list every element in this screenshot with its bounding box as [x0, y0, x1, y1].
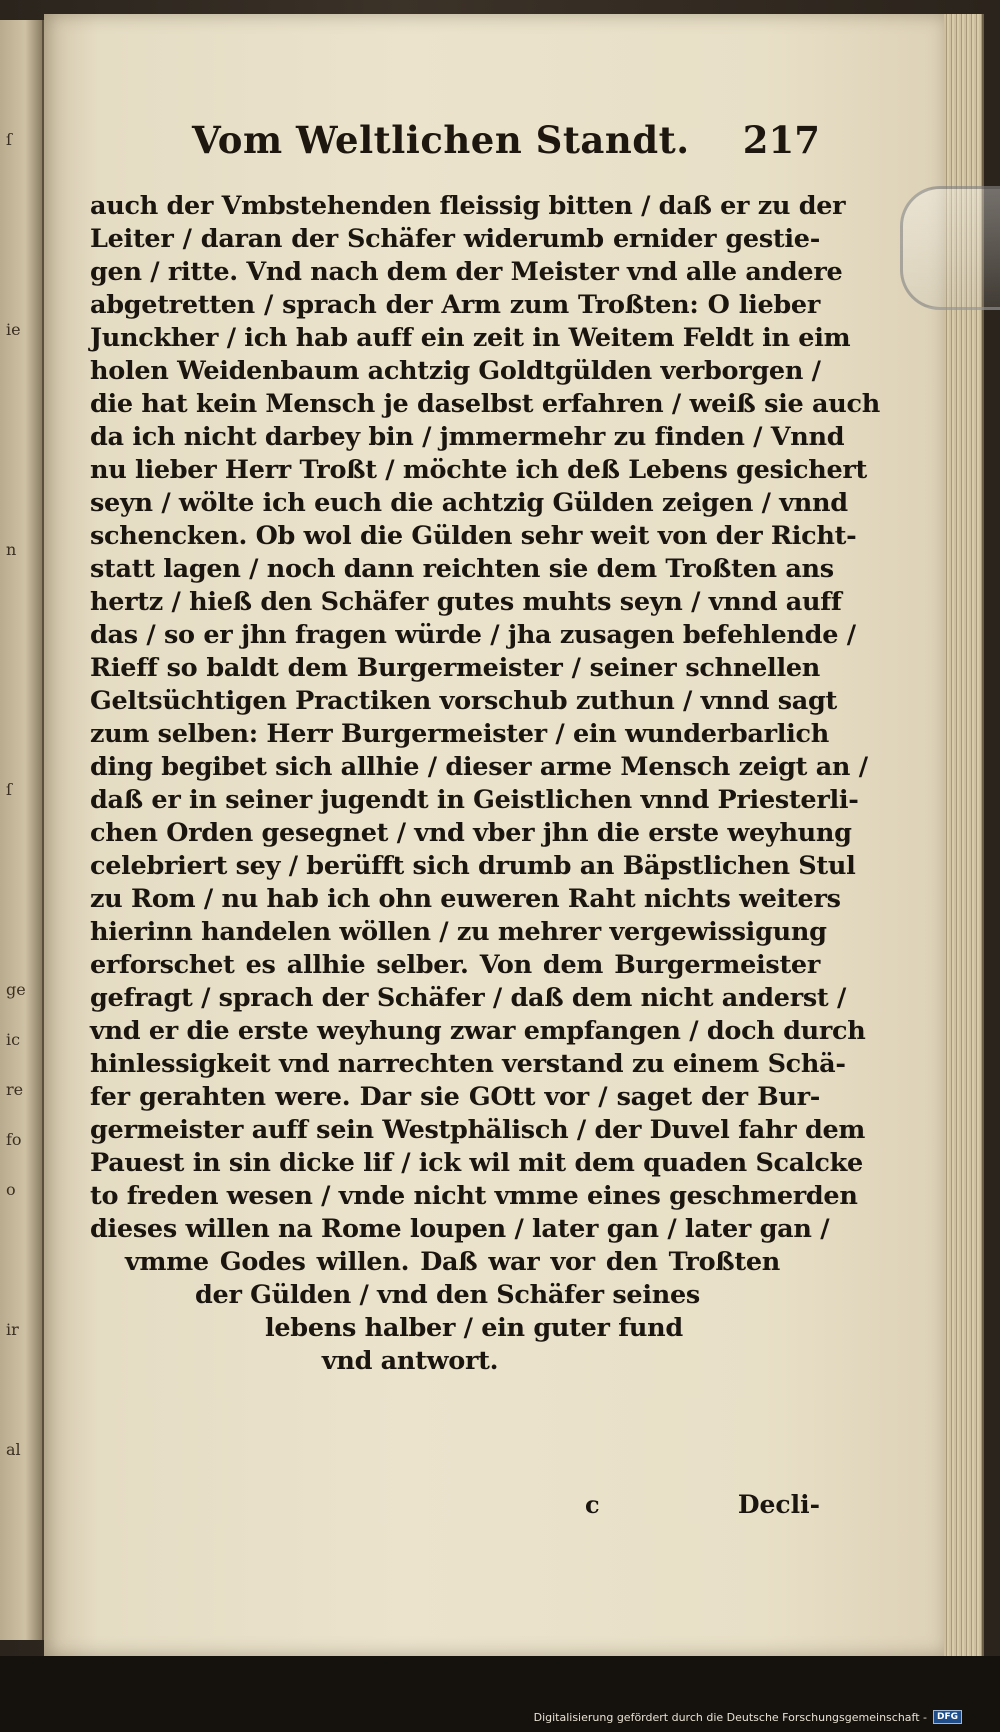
text-line: Pauest in sin dicke lif / ick wil mit dem quaden Scalcke [90, 1148, 863, 1178]
left-fragment: n [6, 540, 17, 559]
text-line: to freden wesen / vnde nicht vmme eines geschmerden [90, 1181, 858, 1211]
text-line: Junckher / ich hab auff ein zeit in Weitem Feldt in eim [90, 323, 851, 353]
text-line: seyn / wölte ich euch die achtzig Gülden zeigen / vnnd [90, 488, 848, 518]
text-line: ding begibet sich allhie / dieser arme Mensch zeigt an / [90, 752, 868, 782]
text-line: zum selben: Herr Burgermeister / ein wunderbarlich [90, 719, 829, 749]
text-line: da ich nicht darbey bin / jmmermehr zu finden / Vnnd [90, 422, 845, 452]
text-line: zu Rom / nu hab ich ohn euweren Raht nichts weiters [90, 884, 841, 914]
catchword-row [90, 1490, 820, 1526]
left-facing-page-edge [0, 20, 44, 1640]
left-fragment: ic [6, 1030, 21, 1049]
text-line: Leiter / daran der Schäfer widerumb ernider gestie- [90, 224, 820, 254]
text-line: celebriert sey / berüfft sich drumb an Bäpstlichen Stul [90, 851, 856, 881]
footer-credit [534, 1710, 962, 1724]
running-head: Vom Weltlichen Standt. [192, 118, 690, 162]
left-fragment: ſ [6, 780, 12, 799]
text-line: statt lagen / noch dann reichten sie dem Troßten ans [90, 554, 834, 584]
text-line: fer gerahten were. Dar sie GOtt vor / saget der Bur- [90, 1082, 820, 1112]
text-line: die hat kein Mensch je daselbst erfahren / weiß sie auch [90, 389, 880, 419]
text-line: Geltsüchtigen Practiken vorschub zuthun / vnnd sagt [90, 686, 838, 716]
left-fragment: re [6, 1080, 24, 1099]
text-line: hierinn handelen wöllen / zu mehrer vergewissigung [90, 917, 827, 947]
page-clip [900, 186, 1000, 310]
text-line: germeister auff sein Westphälisch / der Duvel fahr dem [90, 1115, 866, 1145]
text-line: vnd er die erste weyhung zwar empfangen / doch durch [90, 1016, 866, 1046]
left-fragment: o [6, 1180, 16, 1199]
left-fragment: al [6, 1440, 21, 1459]
text-line: chen Orden gesegnet / vnd vber jhn die erste weyhung [90, 818, 852, 848]
text-line: nu lieber Herr Troßt / möchte ich deß Lebens gesichert [90, 455, 868, 485]
scanner-bottom-band [0, 1656, 1000, 1732]
text-line: gefragt / sprach der Schäfer / daß dem nicht anderst / [90, 983, 846, 1013]
text-line: auch der Vmbstehenden fleissig bitten / daß er zu der [90, 191, 846, 221]
page-number: 217 [742, 118, 820, 162]
left-fragment: ir [6, 1320, 19, 1339]
left-fragment: fo [6, 1130, 22, 1149]
text-line: das / so er jhn fragen würde / jha zusagen befehlende / [90, 620, 856, 650]
text-line: lebens halber / ein guter fund [265, 1313, 683, 1343]
text-line: vnd antwort. [321, 1346, 499, 1376]
text-line: abgetretten / sprach der Arm zum Troßten: O lieber [90, 290, 820, 320]
catchword: Decli- [737, 1490, 820, 1519]
left-fragment: ie [6, 320, 21, 339]
text-line: der Gülden / vnd den Schäfer seines [195, 1280, 700, 1310]
signature-mark: c [585, 1490, 600, 1519]
page-header [140, 118, 820, 178]
text-line: Rieff so baldt dem Burgermeister / seiner schnellen [90, 653, 820, 683]
text-line: daß er in seiner jugendt in Geistlichen vnnd Priesterli- [90, 785, 859, 815]
text-line: gen / ritte. Vnd nach dem der Meister vnd alle andere [90, 257, 843, 287]
left-fragment: ſ [6, 130, 12, 149]
text-line: hinlessigkeit vnd narrechten verstand zu einem Schä- [90, 1049, 846, 1079]
text-line: holen Weidenbaum achtzig Goldtgülden verborgen / [90, 356, 821, 386]
dfg-logo-badge: DFG [933, 1710, 962, 1724]
text-body [90, 190, 880, 1378]
text-line: hertz / hieß den Schäfer gutes muhts seyn / vnnd auff [90, 587, 842, 617]
text-line: dieses willen na Rome loupen / later gan / later gan / [90, 1214, 830, 1244]
text-line: vmme Godes willen. Daß war vor den Troßten [125, 1247, 780, 1277]
left-fragment: ge [6, 980, 26, 999]
text-line: erforschet es allhie selber. Von dem Burgermeister [90, 950, 820, 980]
footer-text: Digitalisierung gefördert durch die Deutsche Forschungsgemeinschaft - [533, 1710, 927, 1724]
text-line: schencken. Ob wol die Gülden sehr weit von der Richt- [90, 521, 857, 551]
